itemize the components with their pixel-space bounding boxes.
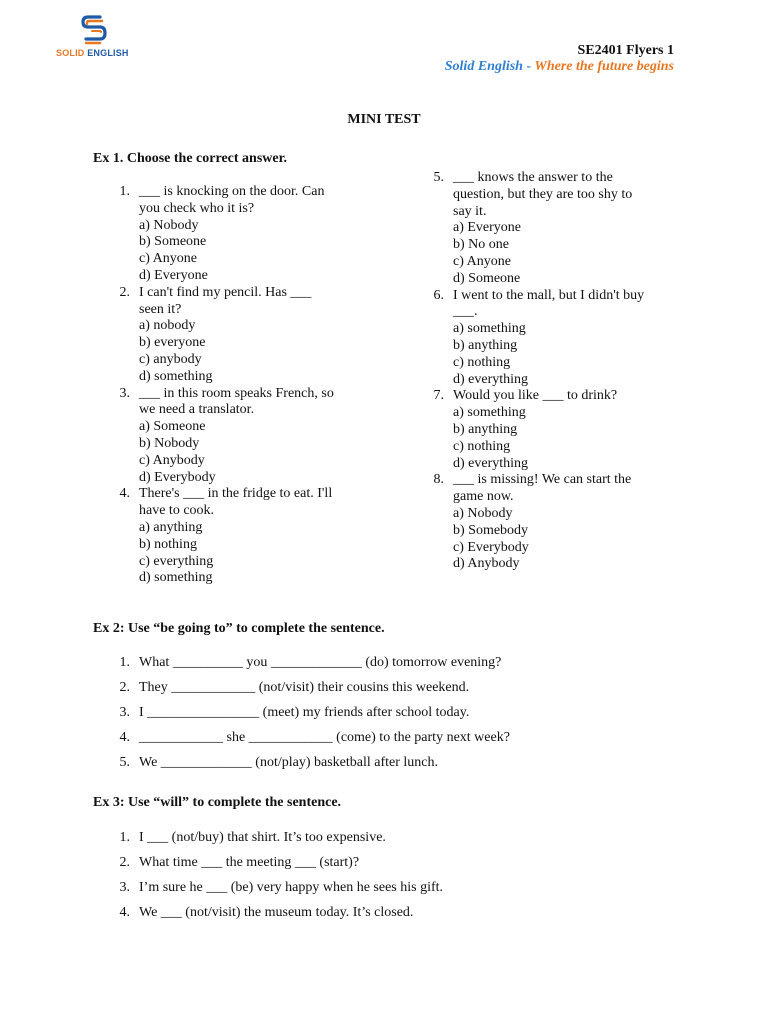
item-number: 3. <box>119 880 130 895</box>
answer-option: d) Everyone <box>139 267 208 283</box>
item-sentence: We ___ (not/visit) the museum today. It’s closed. <box>139 905 414 920</box>
item-sentence: What time ___ the meeting ___ (start)? <box>139 855 360 870</box>
answer-option: d) something <box>139 368 213 384</box>
item-number: 2. <box>119 855 130 870</box>
question-item <box>407 288 687 389</box>
answer-option: b) anything <box>453 421 518 437</box>
item-sentence: I ___ (not/buy) that shirt. It’s too expensive. <box>139 830 386 845</box>
question-item <box>93 184 343 285</box>
question-text-line: ___ is knocking on the door. Can <box>139 184 325 199</box>
answer-option: c) nothing <box>453 354 511 370</box>
item-number: 4. <box>119 730 130 745</box>
page-title: MINI TEST <box>347 112 421 127</box>
exercise-item <box>93 855 693 880</box>
question-text-line: There's ___ in the fridge to eat. I'll <box>139 486 333 502</box>
question-text-line: Would you like ___ to drink? <box>453 388 618 404</box>
exercise-item <box>93 680 693 705</box>
question-text-line: game now. <box>453 489 514 505</box>
answer-option: c) nothing <box>453 438 511 454</box>
answer-option: b) Somebody <box>453 522 529 538</box>
solid-english-logo <box>56 14 146 62</box>
exercise-item <box>93 880 693 905</box>
item-number: 1. <box>119 655 130 670</box>
item-number: 2. <box>119 680 130 695</box>
question-number: 8. <box>433 472 444 488</box>
answer-option: a) something <box>453 405 526 421</box>
item-sentence: I’m sure he ___ (be) very happy when he sees his gift. <box>139 880 444 895</box>
question-number: 4. <box>119 486 130 502</box>
exercise-item <box>93 830 693 855</box>
answer-option: c) Everybody <box>453 539 529 555</box>
question-text-line: ___ is missing! We can start the <box>453 472 632 488</box>
answer-option: b) everyone <box>139 335 206 351</box>
question-text-line: we need a translator. <box>139 402 255 418</box>
item-sentence: I ________________ (meet) my friends after school today. <box>139 705 470 720</box>
logo-wordmark <box>56 48 148 58</box>
question-text-line: have to cook. <box>139 503 215 519</box>
answer-option: c) Anyone <box>453 253 511 269</box>
question-item <box>93 386 343 487</box>
question-text-line: you check who it is? <box>139 200 255 216</box>
answer-option: a) Everyone <box>453 220 522 236</box>
item-number: 3. <box>119 705 130 720</box>
item-sentence: ____________ she ____________ (come) to the party next week? <box>139 730 510 745</box>
answer-option: b) No one <box>453 237 509 253</box>
question-body <box>453 388 687 472</box>
question-item <box>93 285 343 386</box>
question-number: 2. <box>119 284 130 300</box>
answer-option: b) anything <box>453 337 518 353</box>
answer-option: c) Anybody <box>139 452 205 468</box>
course-code: SE2401 Flyers 1 <box>577 43 674 58</box>
question-text-line: question, but they are too shy to <box>453 186 633 202</box>
tagline-brand: Solid English <box>444 59 523 74</box>
answer-option: d) Everybody <box>139 469 216 485</box>
question-text-line: seen it? <box>139 301 182 317</box>
answer-option: d) Anybody <box>453 556 520 572</box>
tagline-slogan: Where the future begins <box>534 59 674 74</box>
answer-option: b) Nobody <box>139 435 200 451</box>
question-body <box>453 288 687 389</box>
question-item <box>407 472 687 573</box>
question-number: 7. <box>433 388 444 404</box>
answer-option: a) Nobody <box>139 217 199 233</box>
logo-s-icon <box>80 14 108 46</box>
answer-option: b) Someone <box>139 234 207 250</box>
answer-option: a) nobody <box>139 318 196 334</box>
question-item <box>407 388 687 472</box>
tagline <box>445 59 674 75</box>
item-number: 1. <box>119 830 130 845</box>
item-sentence: They ____________ (not/visit) their cousins this weekend. <box>139 680 470 695</box>
ex2-list <box>93 655 693 780</box>
logo-word-solid: SOLID <box>56 48 85 58</box>
answer-option: a) something <box>453 321 526 337</box>
answer-option: c) anybody <box>139 351 202 367</box>
question-body <box>139 486 343 587</box>
item-sentence: What __________ you _____________ (do) tomorrow evening? <box>139 655 502 670</box>
item-sentence: We _____________ (not/play) basketball after lunch. <box>139 755 439 770</box>
ex1-heading: Ex 1. Choose the correct answer. <box>93 151 288 166</box>
item-number: 5. <box>119 755 130 770</box>
question-number: 1. <box>119 184 130 199</box>
tagline-dash: - <box>522 59 535 74</box>
question-item <box>93 486 343 587</box>
answer-option: a) anything <box>139 519 203 535</box>
question-text-line: I can't find my pencil. Has ___ <box>139 284 312 300</box>
question-text-line: say it. <box>453 203 487 219</box>
ex3-list <box>93 830 693 930</box>
answer-option: c) Anyone <box>139 251 197 267</box>
answer-option: d) everything <box>453 455 529 471</box>
question-text-line: ___ in this room speaks French, so <box>139 385 334 401</box>
answer-option: d) everything <box>453 371 529 387</box>
answer-option: c) everything <box>139 553 214 569</box>
ex3-heading: Ex 3: Use “will” to complete the sentence. <box>93 795 342 810</box>
exercise-item <box>93 655 693 680</box>
exercise-item <box>93 905 693 930</box>
ex1-right-column <box>407 170 687 573</box>
exercise-item <box>93 755 693 780</box>
ex2-heading: Ex 2: Use “be going to” to complete the sentence. <box>93 621 385 636</box>
question-number: 3. <box>119 385 130 401</box>
exercise-item <box>93 730 693 755</box>
logo-word-english: ENGLISH <box>84 48 129 58</box>
question-number: 5. <box>433 170 444 185</box>
answer-option: b) nothing <box>139 536 197 552</box>
question-body <box>139 184 343 285</box>
question-text-line: ___. <box>453 304 478 320</box>
answer-option: d) something <box>139 570 213 586</box>
exercise-item <box>93 705 693 730</box>
question-number: 6. <box>433 287 444 303</box>
ex1-left-column <box>93 184 343 587</box>
answer-option: a) Nobody <box>453 505 513 521</box>
answer-option: d) Someone <box>453 270 521 286</box>
answer-option: a) Someone <box>139 419 206 435</box>
question-body <box>139 285 343 386</box>
question-text-line: ___ knows the answer to the <box>453 170 613 185</box>
question-body <box>139 386 343 487</box>
item-number: 4. <box>119 905 130 920</box>
question-body <box>453 170 687 288</box>
question-item <box>407 170 687 288</box>
question-text-line: I went to the mall, but I didn't buy <box>453 287 645 303</box>
question-body <box>453 472 687 573</box>
